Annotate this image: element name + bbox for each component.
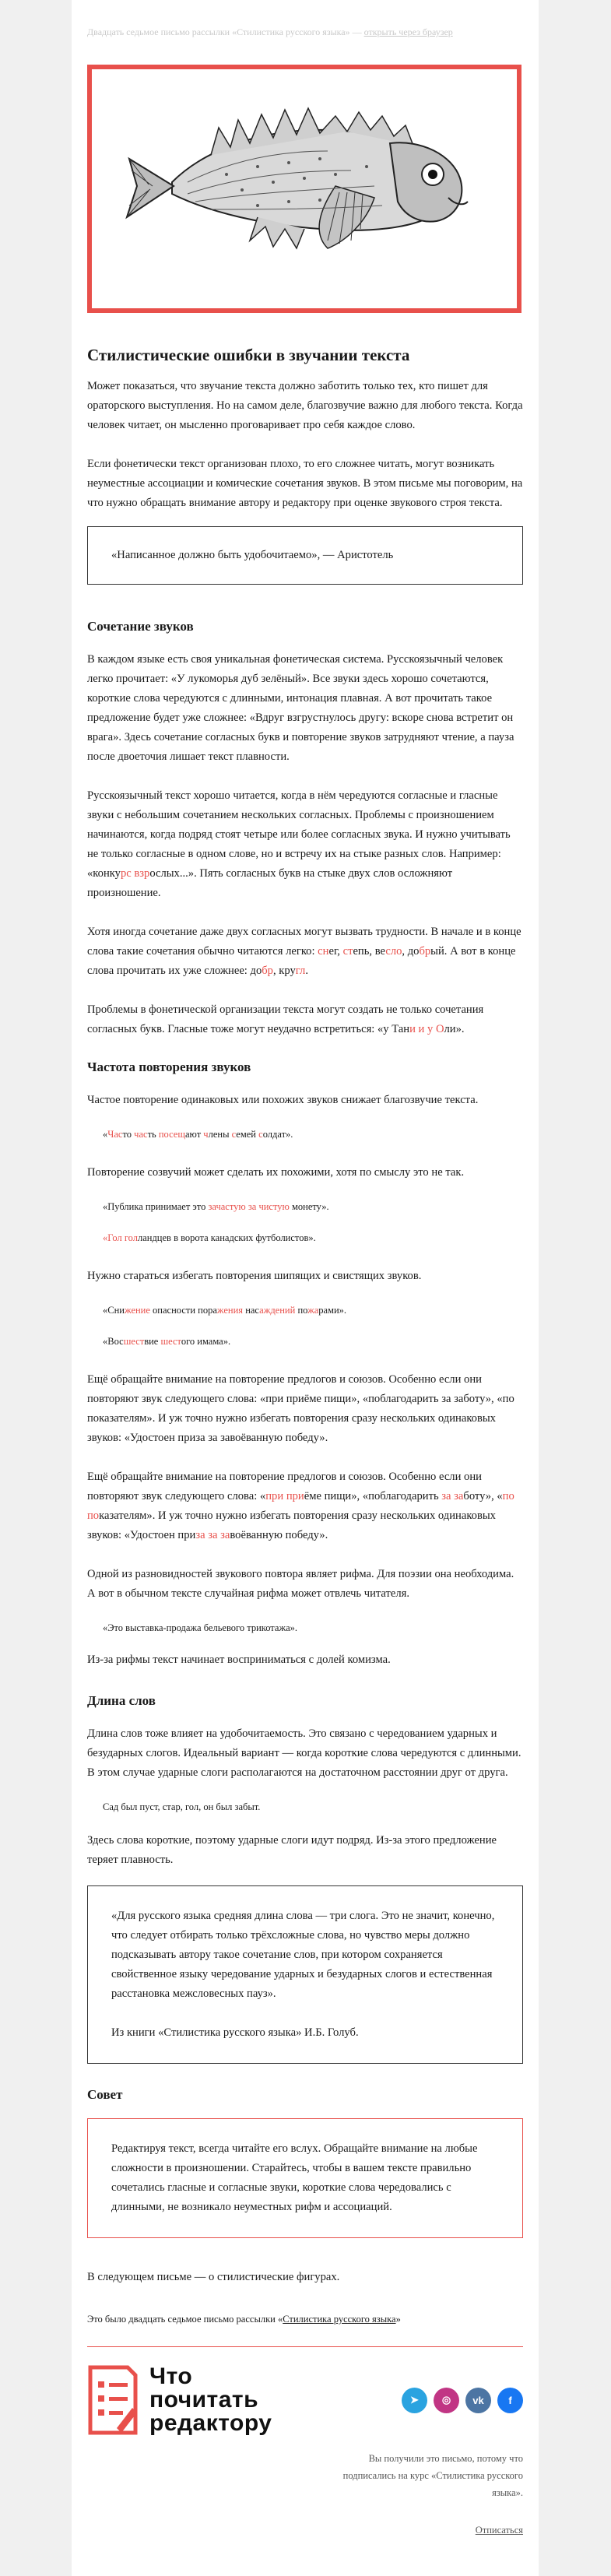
footer-logo-row bbox=[87, 2364, 523, 2436]
social-links bbox=[402, 2388, 523, 2413]
fish-illustration bbox=[92, 69, 517, 308]
open-in-browser-link[interactable]: открыть через браузер bbox=[363, 26, 453, 37]
closing-note: Это было двадцать седьмое письмо рассылки «Стилистика русского языка» bbox=[87, 2314, 401, 2325]
facebook-icon[interactable]: f bbox=[497, 2388, 523, 2413]
paragraph: Хотя иногда сочетание даже двух согласных могут вызвать трудности. В начале и в конце слова такие сочетания обычно читаются легко: снег, степь, весло, добрый. А вот в конце слова прочитать их уже сложнее: добр, кругл. bbox=[87, 926, 521, 977]
paragraph: Проблемы в фонетической организации текста могут создать не только сочетания согласных букв. Гласные тоже могут неудачно встретиться: «у Тани и у Оли». bbox=[87, 1003, 484, 1035]
email-page bbox=[72, 0, 539, 2576]
preheader-text: Двадцать седьмое письмо рассылки «Стилистика русского языка» — bbox=[87, 26, 364, 37]
document-logo-icon bbox=[87, 2364, 139, 2436]
quote-box bbox=[87, 526, 523, 585]
paragraph: Длина слов тоже влияет на удобочитаемость. Это связано с чередованием ударных и безударных слогов. Идеальный вариант — когда короткие слова чередуются с длинными. В этом случае ударные слоги располагаются на достаточном расстоянии друг от друга. bbox=[87, 1727, 521, 1779]
paragraph: Нужно стараться избегать повторения шипящих и свистящих звуков. bbox=[87, 1270, 422, 1282]
telegram-icon[interactable]: ➤ bbox=[402, 2388, 427, 2413]
section-title: Сочетание звуков bbox=[87, 619, 194, 634]
paragraph: Русскоязычный текст хорошо читается, когда в нём чередуются согласные и гласные звуки с небольшим сочетанием нескольких согласных. Проблемы с произношением начинаются, когда подряд стоят четыре или более согласных звука. И нужно учитывать не только согласные в одном слове, но и встречу их на стыке разных слов. Например: «конкурс взрослых...». Пять согласных букв на стыке двух слов осложняют произношение. bbox=[87, 789, 511, 899]
instagram-icon[interactable]: ◎ bbox=[434, 2388, 459, 2413]
brand-logo[interactable] bbox=[87, 2364, 272, 2436]
paragraph: Одной из разновидностей звукового повтора являет рифма. Для поэзии она необходима. А вот в обычном тексте случайная рифма может отвлечь читателя. bbox=[87, 1568, 514, 1600]
footer-divider bbox=[87, 2346, 523, 2347]
example: «Восшествие шестого имама». bbox=[103, 1336, 231, 1347]
paragraph: Здесь слова короткие, поэтому ударные слоги идут подряд. Из-за этого предложение теряет плавность. bbox=[87, 1834, 497, 1866]
example: «Часто часть посещают члены семей солдат». bbox=[103, 1129, 293, 1140]
quote-text: «Для русского языка средняя длина слова — три слога. Это не значит, конечно, что следует отбирать только трёхсложные слова, но чувство меры должно подсказывать автору такое сочетание слов, при котором сохраняется свойственное языку чередование ударных и безударных слогов и естественная расстановка межсловесных пауз». bbox=[111, 1910, 495, 2000]
intro-paragraph: Может показаться, что звучание текста должно заботить только тех, кто пишет для ораторского выступления. Но на самом деле, благозвучие важно для любого текста. Когда человек читает, он мысленно проговаривает про себя каждое слово. bbox=[87, 380, 523, 431]
paragraph: В каждом языке есть своя уникальная фонетическая система. Русскоязычный человек легко прочитает: «У лукоморья дуб зелёный». Все звуки здесь хорошо сочетаются, короткие слова чередуются с длинными, интонация плавная. А вот прочитать такое предложение будет уже сложнее: «Вдруг взгрустнулось другу: вскоре снова встретит он врага». Здесь сочетание согласных букв и повторение звуков затрудняют чтение, а пауза после двоеточия лишает текст плавности. bbox=[87, 653, 514, 763]
tip-box bbox=[87, 2118, 523, 2238]
section-title: Совет bbox=[87, 2087, 123, 2102]
vk-icon[interactable]: vk bbox=[465, 2388, 491, 2413]
example: «Это выставка-продажа бельевого трикотажа». bbox=[103, 1622, 298, 1633]
book-quote-box bbox=[87, 1885, 523, 2064]
brand-name: Что почитать редактору bbox=[149, 2363, 272, 2436]
course-link[interactable]: Стилистика русского языка bbox=[283, 2314, 396, 2325]
next-letter-note: В следующем письме — о стилистические фигурах. bbox=[87, 2271, 340, 2283]
article-title: Стилистические ошибки в звучании текста bbox=[87, 346, 410, 364]
subscription-note: Вы получили это письмо, потому что подписались на курс «Стилистика русского языка». bbox=[342, 2453, 523, 2498]
intro-paragraph: Если фонетически текст организован плохо, то его сложнее читать, могут возникать неуместные ассоциации и комические сочетания звуков. В этом письме мы поговорим, на что нужно обращать внимание автору и редактору при оценке звукового строя текста. bbox=[87, 458, 523, 509]
paragraph: Частое повторение одинаковых или похожих звуков снижает благозвучие текста. bbox=[87, 1094, 479, 1106]
hero-image bbox=[87, 65, 521, 313]
example: Сад был пуст, стар, гол, он был забыт. bbox=[103, 1801, 261, 1812]
example: «Публика принимает это зачастую за чистую монету». bbox=[103, 1201, 329, 1212]
preheader bbox=[87, 0, 523, 39]
section-title: Частота повторения звуков bbox=[87, 1060, 251, 1074]
quote-source: Из книги «Стилистика русского языка» И.Б. Голуб. bbox=[111, 2026, 359, 2039]
paragraph: Из-за рифмы текст начинает восприниматься с долей комизма. bbox=[87, 1653, 391, 1666]
unsubscribe bbox=[87, 2525, 523, 2536]
example: «Гол голландцев в ворота канадских футболистов». bbox=[103, 1232, 316, 1243]
example: «Снижение опасности поражения насаждений пожарами». bbox=[103, 1305, 347, 1316]
paragraph: Повторение созвучий может сделать их похожими, хотя по смыслу это не так. bbox=[87, 1166, 465, 1179]
unsubscribe-link[interactable]: Отписаться bbox=[475, 2525, 523, 2536]
paragraph: Ещё обращайте внимание на повторение предлогов и союзов. Особенно если они повторяют звук следующего слова: «при приёме пищи», «поблагодарить за заботу», «по показателям». И уж точно нужно избегать повторения сразу нескольких одинаковых звуков: «Удостоен приза за завоёванную победу». bbox=[87, 1471, 514, 1541]
paragraph: Ещё обращайте внимание на повторение предлогов и союзов. Особенно если они повторяют звук следующего слова: «при приёме пищи», «поблагодарить за заботу», «по показателям». И уж точно нужно избегать повторения сразу нескольких одинаковых звуков: «Удостоен приза за завоёванную победу». bbox=[87, 1373, 514, 1444]
tip-text: Редактируя текст, всегда читайте его вслух. Обращайте внимание на любые сложности в произношении. Старайтесь, чтобы в вашем тексте правильно сочетались гласные и согласные звуки, короткие слова чередовались с длинными, не возникало неуместных рифм и ассоциаций. bbox=[111, 2142, 478, 2213]
quote-text: «Написанное должно быть удобочитаемо», — Аристотель bbox=[111, 549, 394, 561]
section-title: Длина слов bbox=[87, 1693, 156, 1708]
